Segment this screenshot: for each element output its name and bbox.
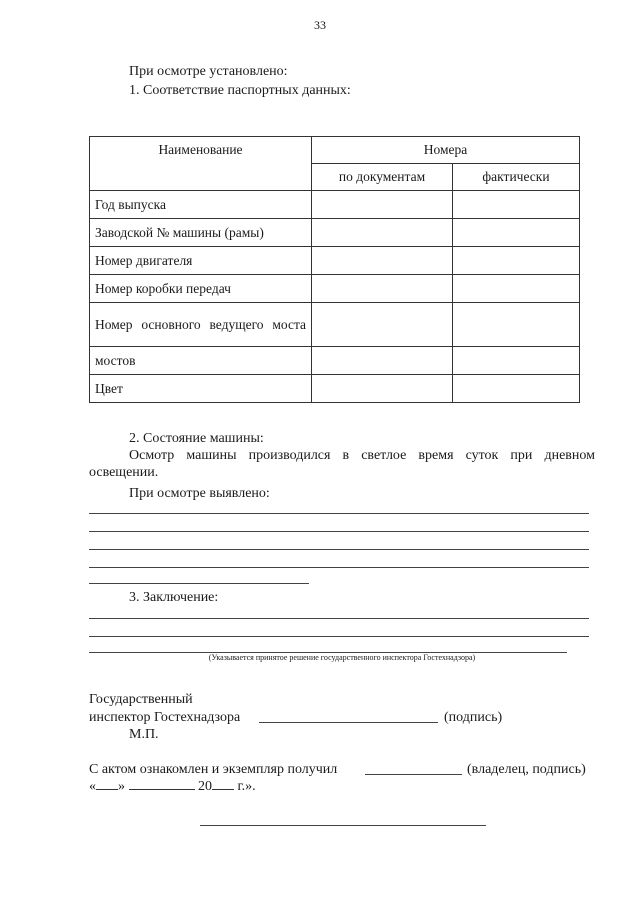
- cell-actual[interactable]: [453, 275, 580, 303]
- cell-by-documents[interactable]: [312, 303, 453, 347]
- table-row: [90, 191, 580, 219]
- cell-actual[interactable]: [453, 191, 580, 219]
- cell-by-documents[interactable]: [312, 247, 453, 275]
- cell-by-documents[interactable]: [312, 275, 453, 303]
- row-label: Номер коробки передач: [90, 275, 312, 303]
- table-row: [90, 275, 580, 303]
- inspector-title-line1: Государственный: [89, 692, 193, 707]
- quote-close: »: [118, 779, 125, 794]
- table-row: [90, 347, 580, 375]
- header-name: Наименование: [90, 137, 312, 191]
- cell-by-documents[interactable]: [312, 191, 453, 219]
- cell-actual[interactable]: [453, 247, 580, 275]
- year-suffix: г.».: [237, 779, 256, 794]
- table-row: [90, 219, 580, 247]
- date-year-blank[interactable]: [212, 789, 234, 790]
- conclusion-line[interactable]: [89, 618, 589, 619]
- cell-actual[interactable]: [453, 219, 580, 247]
- findings-line[interactable]: [89, 513, 589, 514]
- header-by-documents: по документам: [312, 164, 453, 191]
- receiver-signature-line[interactable]: [365, 774, 462, 775]
- table-header-row: [90, 137, 580, 164]
- findings-line[interactable]: [89, 583, 309, 584]
- conclusion-caption: (Указывается принятое решение государственного инспектора Гостехнадзора): [208, 653, 476, 662]
- row-label: Номер основного ведущего моста: [90, 303, 312, 347]
- page-number: 33: [314, 18, 326, 32]
- date-line: [89, 778, 256, 796]
- cell-actual[interactable]: [453, 347, 580, 375]
- section2-paragraph: Осмотр машины производился в светлое время суток при дневном освещении.: [89, 448, 595, 480]
- inspector-title-line2: инспектор Гостехнадзора: [89, 710, 241, 725]
- date-day-blank[interactable]: [96, 789, 118, 790]
- cell-actual[interactable]: [453, 303, 580, 347]
- row-label: Заводской № машины (рамы): [90, 219, 312, 247]
- cell-by-documents[interactable]: [312, 219, 453, 247]
- table-row: [90, 303, 580, 347]
- header-numbers: Номера: [312, 137, 580, 164]
- acknowledgement-text: С актом ознакомлен и экземпляр получил: [89, 762, 338, 777]
- header-actual: фактически: [453, 164, 580, 191]
- quote-open: «: [89, 779, 96, 794]
- inspector-signature-label: (подпись): [444, 710, 503, 725]
- owner-signature-label: (владелец, подпись): [467, 762, 586, 777]
- findings-line[interactable]: [89, 567, 589, 568]
- cell-actual[interactable]: [453, 375, 580, 403]
- intro-line-2: 1. Соответствие паспортных данных:: [129, 83, 351, 98]
- row-label: Цвет: [90, 375, 312, 403]
- section2-title: 2. Состояние машины:: [129, 431, 264, 446]
- stamp-label: М.П.: [129, 727, 159, 742]
- section2-found: При осмотре выявлено:: [129, 486, 270, 501]
- row-label: Номер двигателя: [90, 247, 312, 275]
- findings-line[interactable]: [89, 531, 589, 532]
- intro-line-1: При осмотре установлено:: [129, 64, 288, 79]
- table-row: [90, 375, 580, 403]
- passport-data-table: [89, 136, 580, 403]
- cell-by-documents[interactable]: [312, 347, 453, 375]
- row-label: мостов: [90, 347, 312, 375]
- row-label: Год выпуска: [90, 191, 312, 219]
- conclusion-line[interactable]: [89, 636, 589, 637]
- date-month-blank[interactable]: [129, 789, 195, 790]
- table-row: [90, 247, 580, 275]
- section3-title: 3. Заключение:: [129, 590, 219, 605]
- findings-line[interactable]: [89, 549, 589, 550]
- inspector-signature-line[interactable]: [259, 722, 438, 723]
- bottom-signature-line[interactable]: [200, 825, 486, 826]
- year-prefix: 20: [198, 779, 212, 794]
- cell-by-documents[interactable]: [312, 375, 453, 403]
